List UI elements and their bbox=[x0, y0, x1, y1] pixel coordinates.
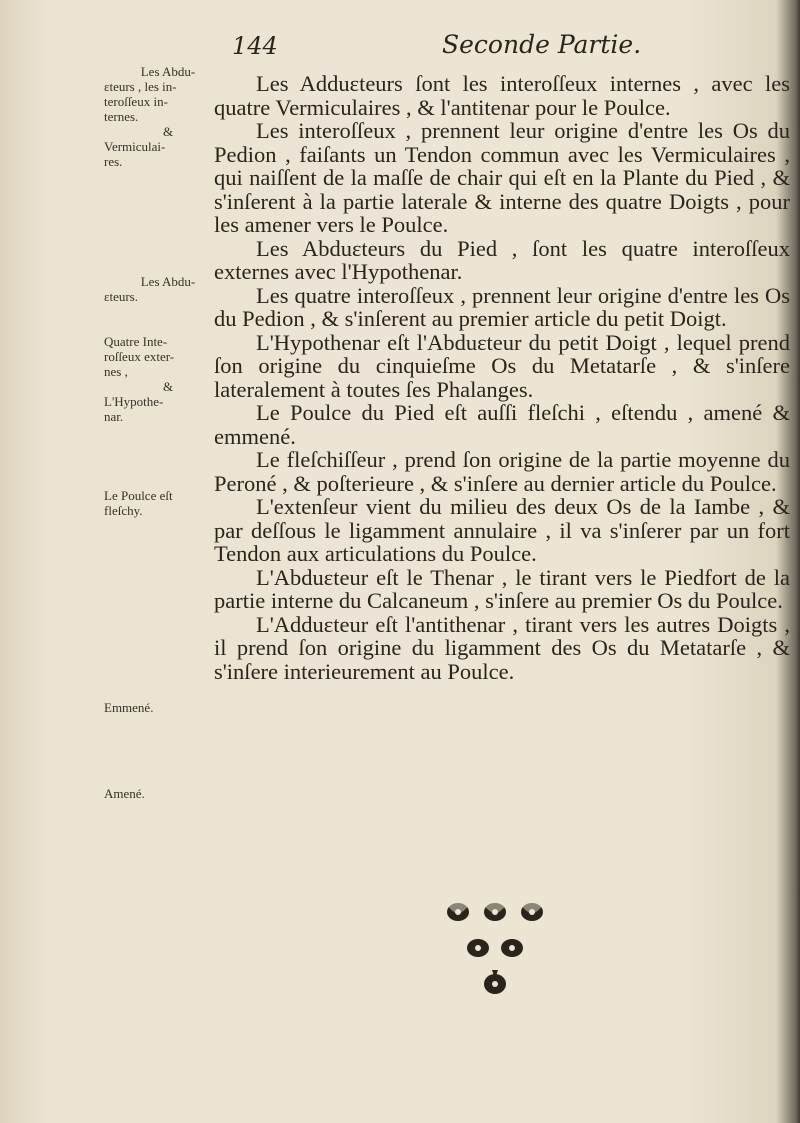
paragraph: Les interoſſeux , prennent leur origine d'entre les Os du Pedion , faiſants un Tendon commun avec les Vermiculaires , qui naiſſent de la maſſe de chair qui eſt en la Plante du Pied , & s'inſerent à la partie laterale & interne des quatre Doigts , pour les amener vers le Poulce. bbox=[214, 118, 790, 237]
margin-note-poulce-flechi bbox=[104, 488, 232, 518]
paragraph: Les Adduɛteurs ſont les interoſſeux internes , avec les quatre Vermiculaires , & l'antitenar pour le Poulce. bbox=[214, 71, 790, 120]
running-head: Seconde Partie. bbox=[442, 30, 642, 59]
margin-line: ɛteurs , les in- bbox=[104, 79, 177, 94]
margin-line: teroſſeux in- bbox=[104, 94, 168, 109]
margin-ampersand: & bbox=[162, 124, 174, 139]
margin-note-interosseux-externes bbox=[104, 334, 232, 424]
margin-note-abducteurs bbox=[104, 274, 232, 304]
margin-line: Vermiculai- bbox=[104, 139, 166, 154]
margin-line: Amené. bbox=[104, 786, 145, 801]
paragraph: L'Abduɛteur eſt le Thenar , le tirant vers le Piedfort de la partie interne du Calcaneum , s'inſere au premier Os du Poulce. bbox=[214, 564, 790, 613]
main-text bbox=[214, 72, 790, 683]
margin-line: ɛteurs. bbox=[104, 289, 138, 304]
margin-line: nes , bbox=[104, 364, 128, 379]
margin-line: Le Poulce eſt bbox=[104, 488, 173, 503]
paragraph: Le Poulce du Pied eſt auſſi fleſchi , eſtendu , amené & emmené. bbox=[214, 400, 790, 449]
paragraph: L'extenſeur vient du milieu des deux Os de la Iambe , & par deſſous le ligamment annulaire , il va s'inſerer par un fort Tendon aux articulations du Poulce. bbox=[214, 494, 790, 566]
margin-line: fleſchy. bbox=[104, 503, 143, 518]
margin-line: L'Hypothe- bbox=[104, 394, 164, 409]
margin-ampersand: & bbox=[162, 379, 174, 394]
page-number: 144 bbox=[232, 32, 278, 60]
margin-line: Les Abdu- bbox=[140, 274, 196, 289]
paragraph: Le fleſchiſſeur , prend ſon origine de la partie moyenne du Peroné , & poſterieure , & s'inſere au dernier article du Poulce. bbox=[214, 447, 790, 496]
margin-line: Les Abdu- bbox=[140, 64, 196, 79]
paragraph: L'Hypothenar eſt l'Abduɛteur du petit Doigt , lequel prend ſon origine du cinquieſme Os du Metatarſe , & s'inſere lateralement à toutes ſes Phalanges. bbox=[214, 329, 790, 402]
paragraph: Les Abduɛteurs du Pied , ſont les quatre interoſſeux externes avec l'Hypothenar. bbox=[214, 235, 790, 284]
margin-line: roſſeux exter- bbox=[104, 349, 175, 364]
margin-line: Emmené. bbox=[104, 700, 154, 715]
margin-note-adducteurs bbox=[104, 64, 232, 169]
page-header bbox=[232, 30, 740, 62]
paragraph: Les quatre interoſſeux , prennent leur origine d'entre les Os du Pedion , & s'inſerent au premier article du petit Doigt. bbox=[214, 282, 790, 331]
paragraph: L'Adduɛteur eſt l'antithenar , tirant vers les autres Doigts , il prend ſon origine du ligamment des Os du Metatarſe , & s'inſere interieurement au Poulce. bbox=[214, 611, 790, 684]
margin-note-emmene bbox=[104, 700, 232, 715]
margin-line: nar. bbox=[104, 409, 124, 424]
fleuron-ornament-icon bbox=[440, 898, 550, 1008]
margin-note-amene bbox=[104, 786, 232, 801]
margin-line: res. bbox=[104, 154, 123, 169]
margin-line: Quatre Inte- bbox=[104, 334, 168, 349]
margin-line: ternes. bbox=[104, 109, 139, 124]
